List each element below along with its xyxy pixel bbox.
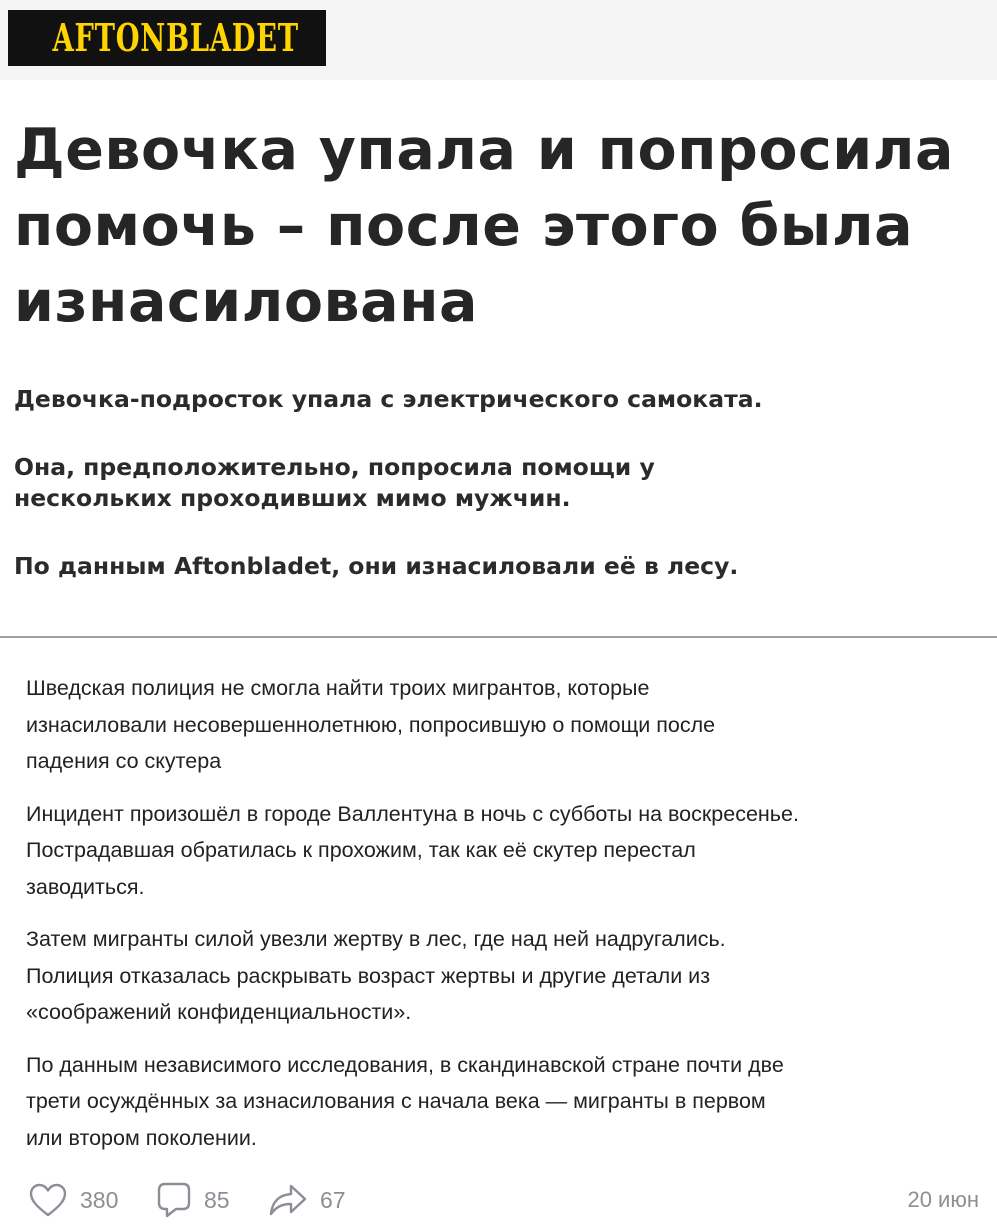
post-line: «соображений конфиденциальности».	[26, 1000, 412, 1024]
share-icon	[268, 1182, 308, 1218]
post-text	[26, 670, 986, 1172]
article-subtitle	[14, 551, 989, 582]
logo-text: AFTONBLADET	[52, 15, 299, 60]
heart-icon	[28, 1182, 68, 1218]
article-headline	[14, 112, 989, 340]
subtitle-line: Она, предположительно, попросила помощи у	[14, 453, 655, 481]
post-line: изнасиловали несовершеннолетнюю, попросившую о помощи после	[26, 712, 716, 737]
headline-line: изнасилована	[14, 269, 478, 335]
post-line: трети осуждённых за изнасилования с начала века — мигранты в первом	[26, 1089, 766, 1113]
post-line: падения со скутера	[26, 749, 222, 773]
post-line: или втором поколении.	[26, 1125, 257, 1150]
post-line: Инцидент произошёл в городе Валлентуна в ночь с субботы на воскресенье.	[26, 801, 799, 826]
headline-line: помочь – после этого была	[14, 193, 914, 259]
post-line: Затем мигранты силой увезли жертву в лес, где над ней надругались.	[26, 927, 726, 951]
comment-count: 85	[204, 1186, 230, 1213]
subtitle-line: Девочка-подросток упала с электрического самоката.	[14, 385, 763, 413]
subtitle-line: По данным Aftonbladet, они изнасиловали её в лесу.	[14, 552, 739, 580]
post-footer	[0, 1176, 997, 1224]
post-line: Полиция отказалась раскрывать возраст жертвы и другие детали из	[26, 963, 711, 988]
post-line: По данным независимого исследования, в скандинавской стране почти две	[26, 1052, 784, 1077]
share-count: 67	[320, 1186, 346, 1213]
like-count: 380	[80, 1186, 119, 1213]
share-button[interactable]	[268, 1176, 346, 1224]
article-subtitle	[14, 384, 989, 415]
post-line: Шведская полиция не смогла найти троих мигрантов, которые	[26, 676, 650, 700]
post-paragraph	[26, 670, 986, 780]
post-paragraph	[26, 796, 986, 906]
subtitle-line: нескольких проходивших мимо мужчин.	[14, 484, 571, 512]
post-paragraph	[26, 921, 986, 1031]
aftonbladet-logo	[8, 10, 326, 66]
post-line: заводиться.	[26, 874, 145, 899]
comment-button[interactable]	[156, 1176, 230, 1224]
post-date[interactable]: 20 июн	[907, 1187, 979, 1212]
article-subtitle	[14, 452, 989, 514]
comment-icon	[156, 1181, 192, 1219]
image-divider	[0, 636, 997, 638]
post-line: Пострадавшая обратилась к прохожим, так как её скутер перестал	[26, 838, 696, 862]
headline-line: Девочка упала и попросила	[14, 117, 954, 183]
like-button[interactable]	[28, 1176, 118, 1224]
post-paragraph	[26, 1047, 986, 1157]
